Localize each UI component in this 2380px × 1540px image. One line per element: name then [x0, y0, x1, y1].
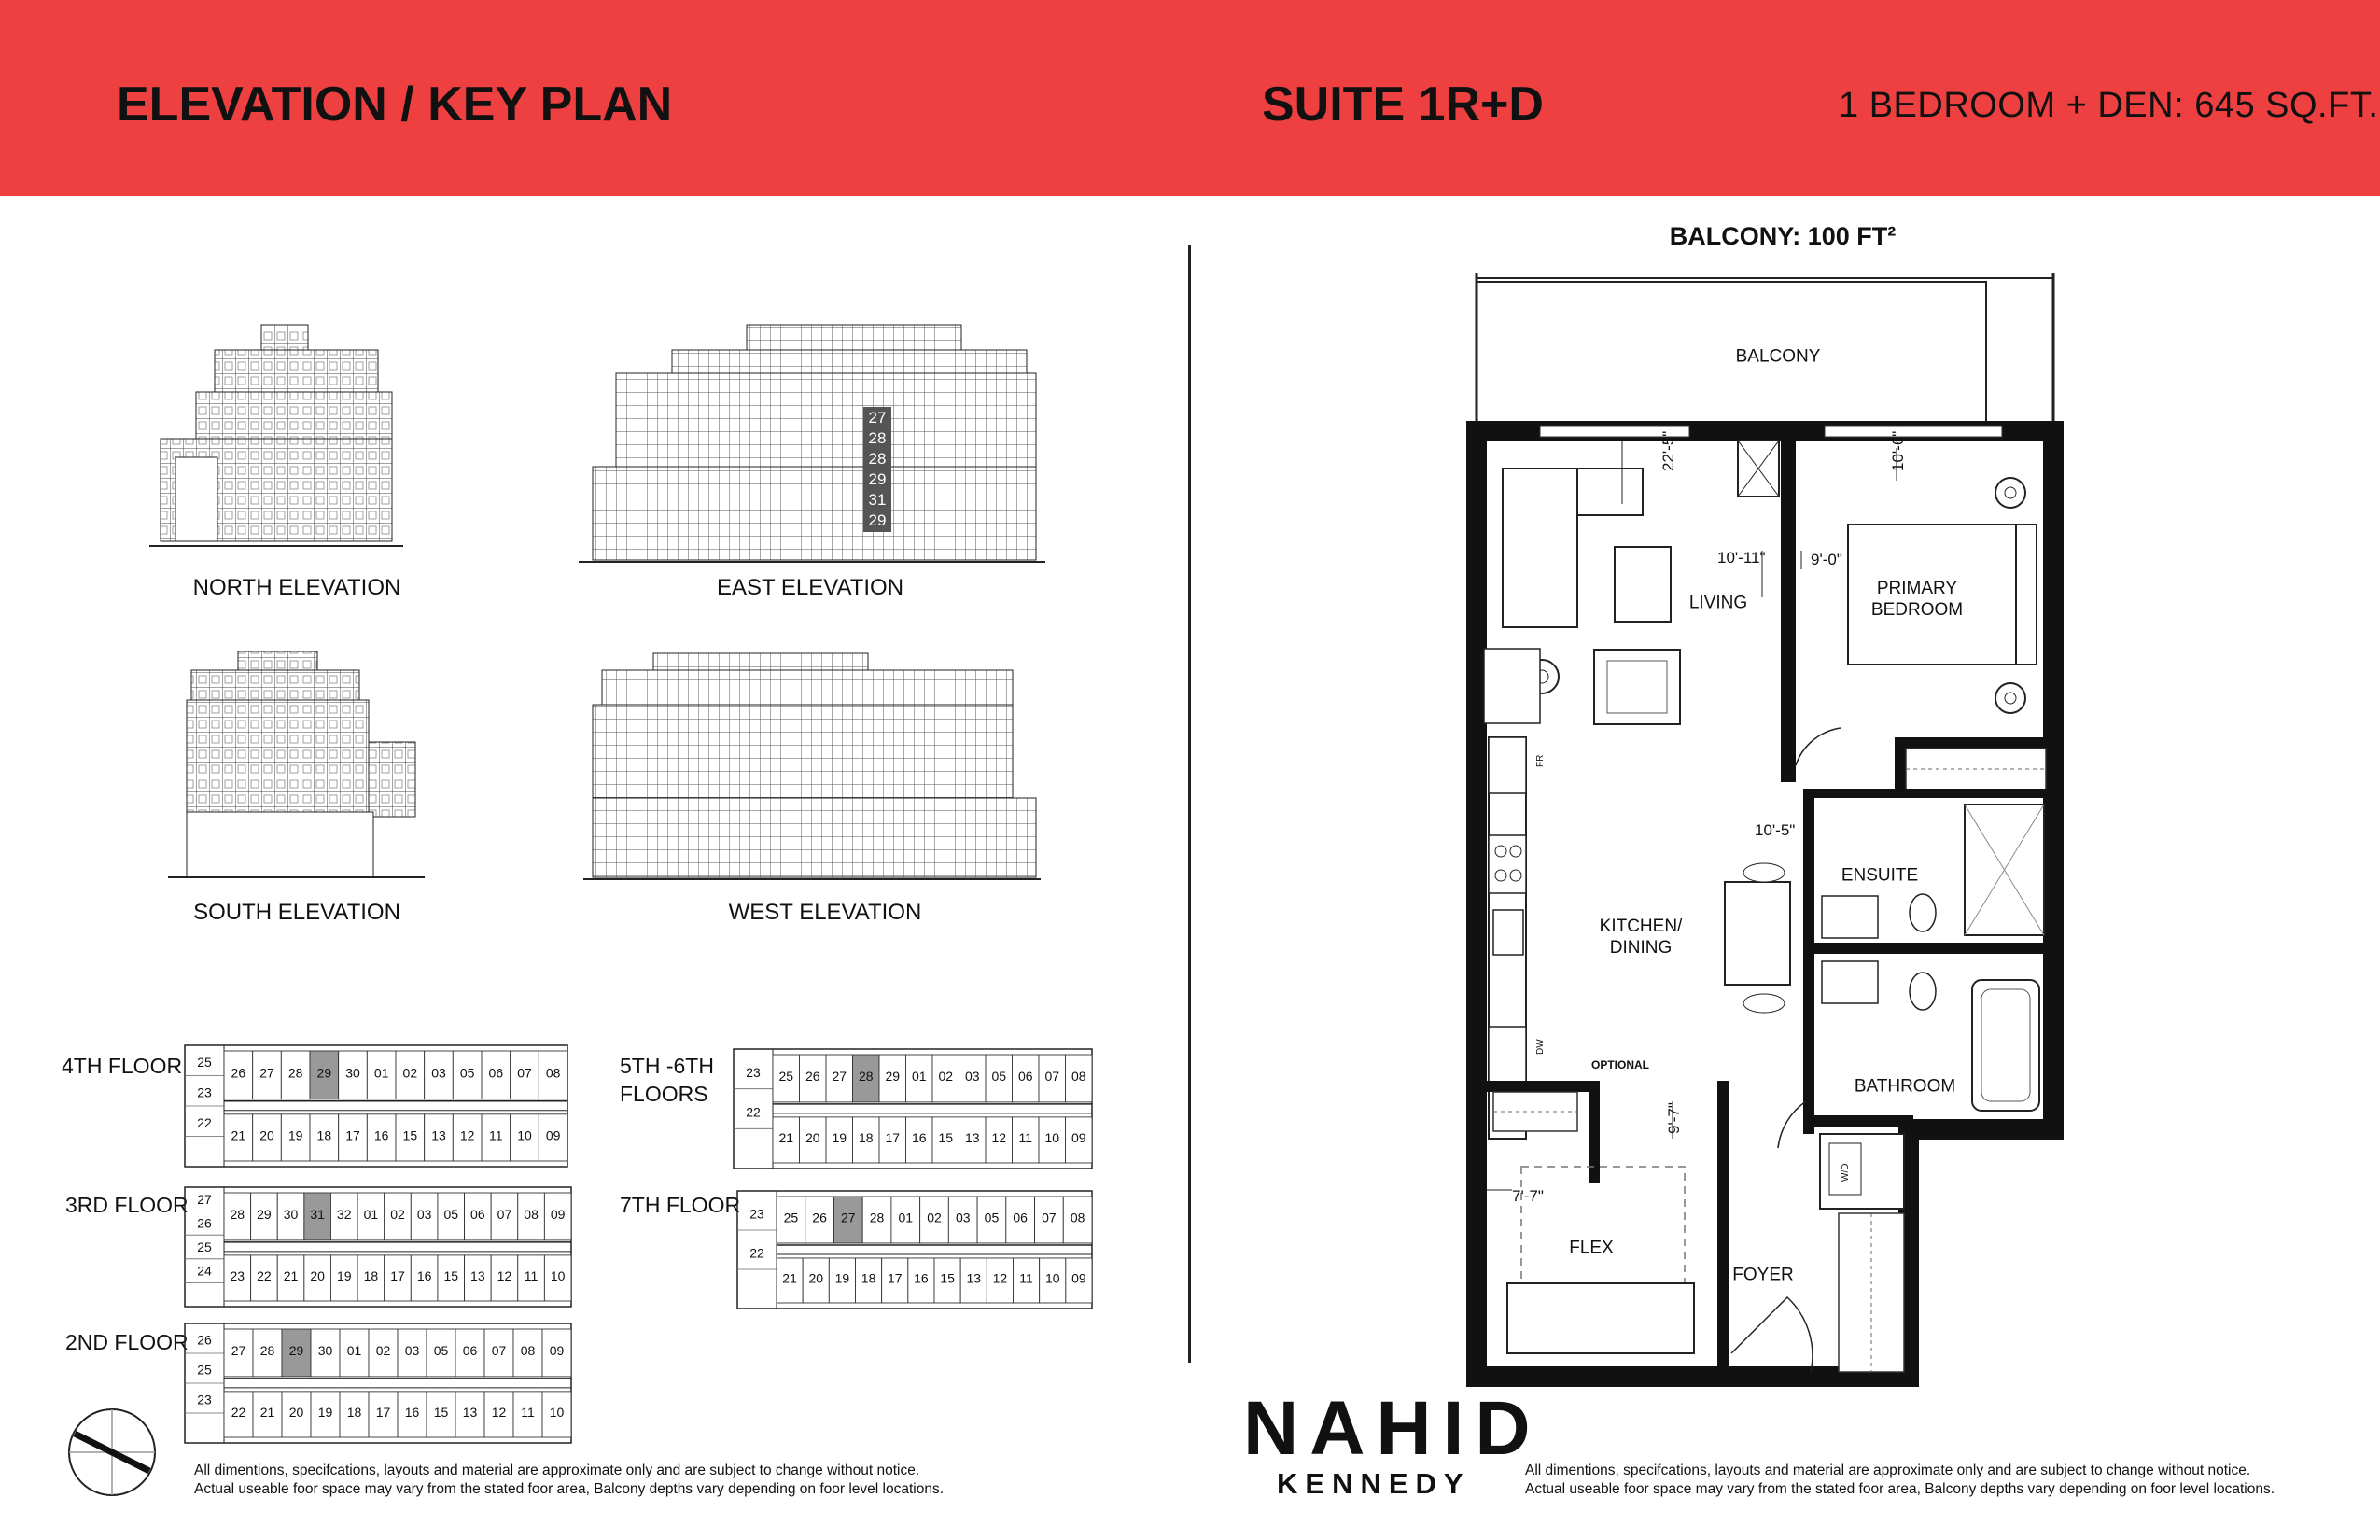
disclaimer-right-line1: All dimentions, specifcations, layouts and material are approximate only and are subject to change without notice.	[1525, 1463, 2251, 1478]
keyplan-unit-number: 26	[805, 1068, 820, 1084]
keyplan-unit-number: 18	[363, 1267, 379, 1283]
room-label-living: LIVING	[1688, 593, 1748, 613]
keyplan-unit-number: 28	[230, 1206, 245, 1222]
keyplan-unit-number: 06	[470, 1206, 485, 1222]
keyplan-unit-number: 27	[259, 1065, 274, 1081]
dim-flex-width: 7'-7"	[1512, 1187, 1544, 1205]
disclaimer-right-line2: Actual useable foor space may vary from the stated foor area, Balcony depths vary depending on foor level locations.	[1525, 1481, 2275, 1497]
keyplan-unit-number: 29	[288, 1342, 304, 1358]
keyplan-unit-number: 25	[197, 1239, 212, 1255]
room-label-foyer: FOYER	[1732, 1265, 1794, 1285]
room-label-kitchen-dining: KITCHEN/ DINING	[1599, 917, 1683, 958]
keyplan-unit-number: 11	[489, 1127, 503, 1143]
keyplan-unit-number: 16	[911, 1129, 927, 1145]
keyplan-unit-number: 05	[991, 1068, 1007, 1084]
keyplan-unit-number: 05	[433, 1342, 449, 1358]
dim-kitchen-width: 10'-5"	[1755, 821, 1796, 839]
keyplan-unit-number: 32	[336, 1206, 352, 1222]
keyplan-unit-number: 24	[197, 1263, 212, 1279]
disclaimer-right	[1525, 1462, 2275, 1499]
logo-subtitle: KENNEDY	[1277, 1467, 1471, 1500]
keyplan-floor-7	[737, 1191, 1092, 1309]
keyplan-unit-number: 10	[517, 1127, 532, 1143]
keyplan-unit-number: 21	[231, 1127, 246, 1143]
keyplan-unit-number: 07	[491, 1342, 507, 1358]
keyplan-unit-number: 01	[346, 1342, 362, 1358]
dim-living-width: 10'-11"	[1717, 549, 1766, 567]
east-unit-number: 31	[868, 491, 887, 509]
keyplan-unit-number: 18	[858, 1129, 874, 1145]
keyplan-unit-number: 17	[375, 1404, 391, 1420]
keyplan-unit-number: 20	[808, 1270, 824, 1286]
keyplan-unit-number: 07	[497, 1206, 512, 1222]
keyplan-unit-number: 11	[524, 1267, 539, 1283]
keyplan-unit-number: 23	[749, 1206, 764, 1222]
keyplan-unit-number: 22	[746, 1104, 761, 1120]
keyplan-unit-number: 28	[287, 1065, 303, 1081]
keyplan-unit-number: 08	[1071, 1068, 1086, 1084]
disclaimer-left-line1: All dimentions, specifcations, layouts and material are approximate only and are subject to change without notice.	[194, 1463, 920, 1478]
keyplan-unit-number: 11	[1019, 1270, 1033, 1286]
east-unit-number: 29	[868, 470, 887, 488]
center-divider	[1188, 245, 1191, 1363]
keyplan-unit-number: 11	[521, 1404, 535, 1420]
keyplan-unit-number: 19	[834, 1270, 850, 1286]
keyplan-unit-number: 27	[197, 1191, 212, 1207]
keyplan-unit-number: 22	[749, 1245, 764, 1261]
disclaimer-left	[194, 1462, 944, 1499]
room-label-ensuite: ENSUITE	[1841, 865, 1919, 886]
keyplan-unit-number: 13	[431, 1127, 446, 1143]
keyplan-unit-number: 29	[257, 1206, 272, 1222]
keyplan-unit-number: 29	[316, 1065, 332, 1081]
keyplan-unit-number: 19	[336, 1267, 352, 1283]
keyplan-floor-5-6	[734, 1049, 1092, 1169]
key-plans	[0, 0, 1185, 1540]
keyplan-unit-number: 31	[310, 1206, 325, 1222]
keyplan-floor-2	[185, 1323, 571, 1443]
fridge-label: FR	[1535, 754, 1546, 767]
keyplan-unit-number: 02	[390, 1206, 405, 1222]
keyplan-unit-number: 19	[317, 1404, 333, 1420]
keyplan-unit-number: 25	[197, 1362, 212, 1378]
balcony-area	[1477, 282, 1986, 429]
keyplan-unit-number: 03	[964, 1068, 980, 1084]
keyplan-unit-number: 18	[346, 1404, 362, 1420]
keyplan-unit-number: 09	[1071, 1129, 1086, 1145]
keyplan-unit-number: 17	[390, 1267, 405, 1283]
floor-5-6-label: 5TH -6TH FLOORS	[620, 1054, 714, 1106]
washer-dryer-label: W/D	[1841, 1163, 1851, 1182]
keyplan-unit-number: 13	[964, 1129, 980, 1145]
room-label-flex: FLEX	[1569, 1238, 1614, 1258]
keyplan-unit-number: 26	[197, 1332, 212, 1348]
room-label-primary-bedroom: PRIMARY BEDROOM	[1870, 579, 1964, 620]
keyplan-unit-number: 15	[433, 1404, 449, 1420]
keyplan-unit-number: 26	[197, 1215, 212, 1231]
keyplan-unit-number: 22	[231, 1404, 246, 1420]
suite-title: SUITE 1R+D	[1262, 77, 1544, 132]
keyplan-unit-number: 27	[832, 1068, 847, 1084]
keyplan-unit-number: 25	[197, 1054, 212, 1070]
keyplan-unit-number: 21	[283, 1267, 299, 1283]
keyplan-unit-number: 16	[416, 1267, 432, 1283]
east-unit-number: 28	[868, 450, 887, 468]
keyplan-unit-number: 30	[283, 1206, 299, 1222]
keyplan-unit-number: 15	[443, 1267, 459, 1283]
keyplan-unit-number: 23	[230, 1267, 245, 1283]
keyplan-unit-number: 15	[402, 1127, 418, 1143]
keyplan-unit-number: 22	[197, 1114, 212, 1130]
keyplan-unit-number: 25	[783, 1210, 799, 1225]
keyplan-unit-number: 11	[1018, 1129, 1033, 1145]
keyplan-unit-number: 30	[317, 1342, 333, 1358]
optional-label: OPTIONAL	[1591, 1058, 1649, 1071]
floor-7-label: 7TH FLOOR	[620, 1193, 741, 1217]
keyplan-unit-number: 08	[524, 1206, 539, 1222]
keyplan-unit-number: 15	[938, 1129, 954, 1145]
keyplan-unit-number: 17	[887, 1270, 903, 1286]
floor-4-label: 4TH FLOOR	[62, 1054, 183, 1078]
keyplan-unit-number: 09	[549, 1342, 565, 1358]
keyplan-unit-number: 15	[940, 1270, 955, 1286]
disclaimer-left-line2: Actual useable foor space may vary from the stated foor area, Balcony depths vary depending on foor level locations.	[194, 1481, 945, 1497]
keyplan-unit-number: 01	[898, 1210, 914, 1225]
keyplan-unit-number: 06	[488, 1065, 504, 1081]
dishwasher-label: DW	[1535, 1039, 1546, 1055]
room-label-balcony: BALCONY	[1735, 346, 1821, 367]
keyplan-unit-number: 20	[310, 1267, 325, 1283]
room-label-bathroom: BATHROOM	[1854, 1076, 1956, 1097]
keyplan-unit-number: 12	[497, 1267, 512, 1283]
keyplan-unit-number: 07	[1042, 1210, 1057, 1225]
keyplan-unit-number: 17	[885, 1129, 901, 1145]
keyplan-unit-number: 10	[1044, 1270, 1060, 1286]
keyplan-unit-number: 07	[517, 1065, 532, 1081]
keyplan-unit-number: 21	[259, 1404, 275, 1420]
east-unit-number: 28	[868, 429, 887, 447]
keyplan-unit-number: 28	[869, 1210, 885, 1225]
keyplan-unit-number: 02	[938, 1068, 954, 1084]
keyplan-unit-number: 08	[545, 1065, 561, 1081]
keyplan-unit-number: 09	[545, 1127, 561, 1143]
keyplan-unit-number: 06	[1017, 1068, 1033, 1084]
dim-bedroom-width: 9'-0"	[1811, 551, 1842, 568]
east-unit-number: 27	[868, 409, 887, 427]
keyplan-unit-number: 10	[549, 1404, 565, 1420]
keyplan-unit-number: 13	[462, 1404, 478, 1420]
keyplan-unit-number: 18	[316, 1127, 332, 1143]
keyplan-unit-number: 12	[491, 1404, 507, 1420]
keyplan-unit-number: 05	[459, 1065, 475, 1081]
keyplan-unit-number: 08	[1070, 1210, 1085, 1225]
dim-bedroom-depth: 10'-6"	[1889, 430, 1907, 471]
east-unit-number: 29	[868, 511, 887, 529]
keyplan-unit-number: 25	[778, 1068, 794, 1084]
keyplan-unit-number: 01	[363, 1206, 379, 1222]
keyplan-floor-4	[185, 1045, 567, 1167]
keyplan-unit-number: 07	[1044, 1068, 1060, 1084]
keyplan-unit-number: 12	[991, 1129, 1007, 1145]
keyplan-unit-number: 26	[231, 1065, 246, 1081]
keyplan-unit-number: 29	[885, 1068, 901, 1084]
keyplan-unit-number: 06	[1013, 1210, 1028, 1225]
keyplan-unit-number: 27	[841, 1210, 856, 1225]
floor-2-label: 2ND FLOOR	[65, 1330, 189, 1354]
keyplan-unit-number: 16	[373, 1127, 389, 1143]
keyplan-unit-number: 16	[914, 1270, 929, 1286]
keyplan-unit-number: 09	[550, 1206, 566, 1222]
keyplan-unit-number: 12	[992, 1270, 1008, 1286]
keyplan-unit-number: 23	[746, 1064, 761, 1080]
keyplan-unit-number: 12	[459, 1127, 475, 1143]
keyplan-unit-number: 05	[443, 1206, 459, 1222]
west-elevation-label: WEST ELEVATION	[728, 900, 922, 925]
keyplan-unit-number: 13	[966, 1270, 982, 1286]
dim-flex-depth: 9'-7"	[1665, 1102, 1683, 1134]
keyplan-unit-number: 03	[431, 1065, 446, 1081]
south-elevation-label: SOUTH ELEVATION	[193, 900, 400, 925]
north-elevation-label: NORTH ELEVATION	[192, 575, 401, 600]
keyplan-unit-number: 02	[927, 1210, 942, 1225]
keyplan-unit-number: 30	[345, 1065, 360, 1081]
keyplan-unit-number: 02	[375, 1342, 391, 1358]
keyplan-unit-number: 06	[462, 1342, 478, 1358]
keyplan-unit-number: 20	[805, 1129, 820, 1145]
keyplan-unit-number: 17	[345, 1127, 360, 1143]
keyplan-unit-number: 27	[231, 1342, 246, 1358]
keyplan-unit-number: 08	[520, 1342, 536, 1358]
keyplan-unit-number: 20	[288, 1404, 304, 1420]
keyplan-unit-number: 03	[416, 1206, 432, 1222]
floor-3-label: 3RD FLOOR	[65, 1193, 189, 1217]
keyplan-unit-number: 26	[812, 1210, 827, 1225]
keyplan-unit-number: 28	[259, 1342, 275, 1358]
balcony-area-title: BALCONY: 100 FT²	[1669, 222, 1897, 250]
keyplan-unit-number: 21	[778, 1129, 794, 1145]
dim-living-depth: 22'-5"	[1659, 430, 1677, 471]
keyplan-unit-number: 21	[782, 1270, 797, 1286]
keyplan-unit-number: 13	[470, 1267, 485, 1283]
keyplan-unit-number: 19	[287, 1127, 303, 1143]
keyplan-unit-number: 28	[858, 1068, 874, 1084]
east-elevation-label: EAST ELEVATION	[716, 575, 904, 600]
keyplan-unit-number: 05	[984, 1210, 1000, 1225]
keyplan-unit-number: 20	[259, 1127, 274, 1143]
keyplan-unit-number: 16	[404, 1404, 420, 1420]
keyplan-unit-number: 22	[257, 1267, 272, 1283]
keyplan-unit-number: 19	[832, 1129, 847, 1145]
keyplan-unit-number: 10	[550, 1267, 566, 1283]
keyplan-unit-number: 01	[911, 1068, 927, 1084]
page-title: ELEVATION / KEY PLAN	[117, 77, 673, 132]
keyplan-unit-number: 09	[1071, 1270, 1086, 1286]
logo-wordmark: NAHID	[1243, 1386, 1542, 1471]
keyplan-unit-number: 01	[373, 1065, 389, 1081]
keyplan-floor-3	[185, 1187, 571, 1307]
keyplan-unit-number: 23	[197, 1392, 212, 1407]
keyplan-unit-number: 18	[861, 1270, 876, 1286]
keyplan-unit-number: 23	[197, 1085, 212, 1100]
keyplan-unit-number: 10	[1044, 1129, 1060, 1145]
keyplan-unit-number: 03	[404, 1342, 420, 1358]
keyplan-unit-number: 03	[955, 1210, 971, 1225]
suite-summary: 1 BEDROOM + DEN: 645 SQ.FT.	[1839, 86, 2379, 125]
keyplan-unit-number: 02	[402, 1065, 418, 1081]
